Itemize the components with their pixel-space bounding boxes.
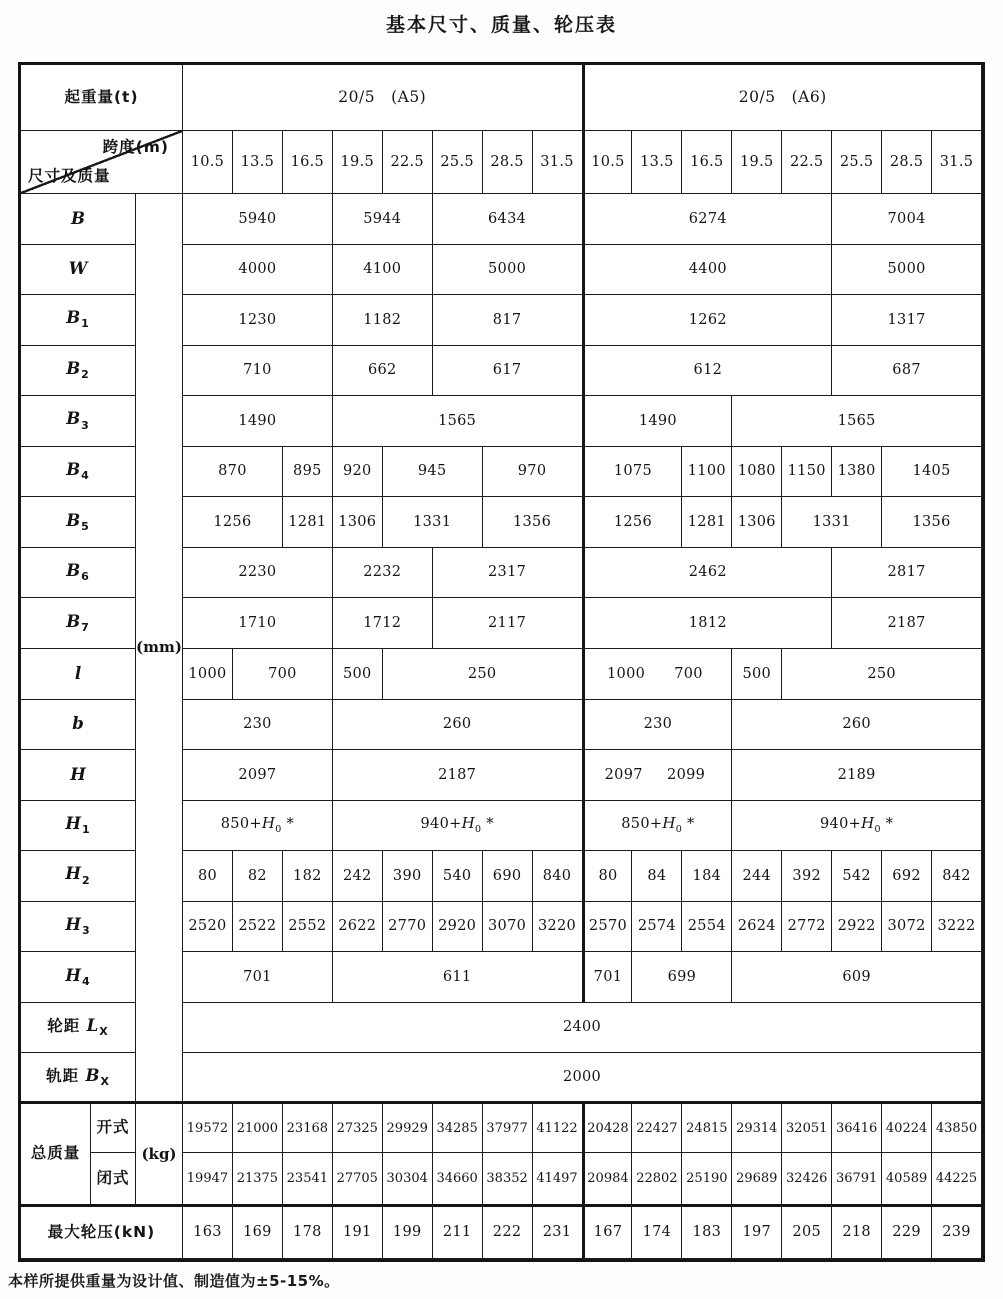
dim-cell: 2097 2099	[583, 750, 733, 801]
row-label: $B_5$	[21, 497, 136, 548]
page-title: 基本尺寸、质量、轮压表	[385, 14, 617, 36]
dim-cell: 2230	[183, 548, 333, 599]
dim-cell: 2462	[583, 548, 833, 599]
row-label: $B_3$	[21, 396, 136, 447]
dim-cell: $850+H_0$ *	[583, 801, 733, 852]
dim-cell: 1490	[583, 396, 733, 447]
wheel-load-cell: 239	[932, 1207, 982, 1259]
dim-cell: 692	[882, 851, 932, 902]
dim-cell: 1182	[333, 295, 433, 346]
mass-value-cell: 43850	[932, 1104, 982, 1153]
capacity-label-cell: 起重量(t)	[21, 65, 183, 131]
dim-cell: 2187	[832, 598, 982, 649]
dim-cell: 1331	[383, 497, 483, 548]
dim-cell: 260	[732, 700, 982, 751]
dim-cell: 945	[383, 447, 483, 498]
dim-cell: 817	[433, 295, 583, 346]
dim-cell: 1317	[832, 295, 982, 346]
dim-cell: 2232	[333, 548, 433, 599]
mass-value-cell: 36791	[832, 1153, 882, 1207]
dim-cell: 895	[283, 447, 333, 498]
dim-cell: 611	[333, 952, 583, 1003]
dim-cell: 500	[333, 649, 383, 700]
dim-cell: 2317	[433, 548, 583, 599]
dim-cell: 82	[233, 851, 283, 902]
dim-cell: 2554	[682, 902, 732, 953]
row-label: $B_4$	[21, 447, 136, 498]
dim-cell: 2117	[433, 598, 583, 649]
wheel-load-cell: 183	[682, 1207, 732, 1259]
dim-cell: 84	[632, 851, 682, 902]
dim-cell: 612	[583, 346, 833, 397]
dim-cell: 870	[183, 447, 283, 498]
dim-cell: 2187	[333, 750, 583, 801]
header-span-cell: 16.5	[283, 131, 333, 194]
dim-cell: 2770	[383, 902, 433, 953]
dim-cell: 2622	[333, 902, 383, 953]
row-label: H	[21, 750, 136, 801]
mass-value-cell: 23541	[283, 1153, 333, 1207]
dim-cell: 701	[583, 952, 633, 1003]
dim-cell: 617	[433, 346, 583, 397]
dim-cell: 700	[233, 649, 333, 700]
dim-cell: 4100	[333, 245, 433, 296]
wheel-load-cell: 199	[383, 1207, 433, 1259]
row-label: $B_2$	[21, 346, 136, 397]
dim-cell: $850+H_0$ *	[183, 801, 333, 852]
group-a6-cell: 20/5 (A6)	[583, 65, 983, 131]
wheel-load-cell: 229	[882, 1207, 932, 1259]
dim-cell: 242	[333, 851, 383, 902]
header-span-cell: 19.5	[333, 131, 383, 194]
dim-cell: 260	[333, 700, 583, 751]
dim-cell: 3072	[882, 902, 932, 953]
dim-cell: 1565	[333, 396, 583, 447]
dim-cell: 80	[183, 851, 233, 902]
header-span-cell: 25.5	[433, 131, 483, 194]
mass-value-cell: 21000	[233, 1104, 283, 1153]
dim-cell: 6274	[583, 194, 833, 245]
row-label: 轮距 $L_X$	[21, 1003, 136, 1054]
dim-cell: 1490	[183, 396, 333, 447]
mass-value-cell: 22802	[632, 1153, 682, 1207]
dim-cell: 1230	[183, 295, 333, 346]
dim-cell: 1565	[732, 396, 982, 447]
dim-cell: 1075	[583, 447, 683, 498]
unit-mm-cell: (mm)	[136, 194, 183, 1104]
mass-value-cell: 24815	[682, 1104, 732, 1153]
dim-cell: 2189	[732, 750, 982, 801]
diagonal-header-cell	[21, 131, 183, 194]
closed-type-label-cell: 闭式	[91, 1153, 136, 1207]
dim-cell: 1262	[583, 295, 833, 346]
dim-cell: 250	[782, 649, 982, 700]
dim-cell: 1306	[333, 497, 383, 548]
mass-value-cell: 30304	[383, 1153, 433, 1207]
mass-value-cell: 23168	[283, 1104, 333, 1153]
dim-cell: 1812	[583, 598, 833, 649]
wheel-load-label-cell: 最大轮压(kN)	[21, 1207, 183, 1259]
mass-value-cell: 19572	[183, 1104, 233, 1153]
group-a5-cell: 20/5 (A5)	[183, 65, 583, 131]
wheel-load-cell: 222	[483, 1207, 533, 1259]
mass-value-cell: 40224	[882, 1104, 932, 1153]
header-span-cell: 10.5	[583, 131, 633, 194]
wheel-load-cell: 178	[283, 1207, 333, 1259]
dim-cell: 3222	[932, 902, 982, 953]
dim-cell: 244	[732, 851, 782, 902]
dim-cell: 5000	[433, 245, 583, 296]
row-label: W	[21, 245, 136, 296]
dim-cell: 5944	[333, 194, 433, 245]
mass-value-cell: 27705	[333, 1153, 383, 1207]
header-span-cell: 31.5	[932, 131, 982, 194]
dim-cell: 687	[832, 346, 982, 397]
header-span-cell: 28.5	[882, 131, 932, 194]
mass-value-cell: 32051	[782, 1104, 832, 1153]
dim-cell: 701	[183, 952, 333, 1003]
dim-cell: 500	[732, 649, 782, 700]
wheel-load-cell: 197	[732, 1207, 782, 1259]
row-label: $B_7$	[21, 598, 136, 649]
footnote: 本样所提供重量为设计值、制造值为±5-15%。	[8, 1272, 340, 1290]
row-label: $H_2$	[21, 851, 136, 902]
row-label: $B_1$	[21, 295, 136, 346]
mass-value-cell: 29314	[732, 1104, 782, 1153]
dim-cell: 540	[433, 851, 483, 902]
mass-value-cell: 41122	[533, 1104, 583, 1153]
dim-cell: 2400	[183, 1003, 982, 1054]
mass-value-cell: 38352	[483, 1153, 533, 1207]
mass-value-cell: 44225	[932, 1153, 982, 1207]
dim-cell: 1712	[333, 598, 433, 649]
dim-cell: 662	[333, 346, 433, 397]
wheel-load-cell: 167	[583, 1207, 633, 1259]
wheel-load-cell: 211	[433, 1207, 483, 1259]
header-span-cell: 16.5	[682, 131, 732, 194]
dim-cell: 230	[583, 700, 733, 751]
mass-value-cell: 34660	[433, 1153, 483, 1207]
wheel-load-cell: 163	[183, 1207, 233, 1259]
dim-cell: 184	[682, 851, 732, 902]
dim-cell: 230	[183, 700, 333, 751]
dim-cell: 1306	[732, 497, 782, 548]
dim-cell: 1080	[732, 447, 782, 498]
row-label: l	[21, 649, 136, 700]
dim-cell: 1256	[583, 497, 683, 548]
dim-cell: 7004	[832, 194, 982, 245]
dim-cell: 2552	[283, 902, 333, 953]
dim-cell: 710	[183, 346, 333, 397]
dim-cell: 840	[533, 851, 583, 902]
mass-value-cell: 37977	[483, 1104, 533, 1153]
wheel-load-cell: 169	[233, 1207, 283, 1259]
wheel-load-cell: 231	[533, 1207, 583, 1259]
dim-cell: 2574	[632, 902, 682, 953]
dim-cell: 1256	[183, 497, 283, 548]
dim-cell: 5940	[183, 194, 333, 245]
dim-cell: 2817	[832, 548, 982, 599]
row-label: 轨距 $B_X$	[21, 1053, 136, 1104]
dim-cell: 1150	[782, 447, 832, 498]
dim-cell: 182	[283, 851, 333, 902]
dim-cell: 1356	[882, 497, 982, 548]
dim-cell: 690	[483, 851, 533, 902]
row-label: $H_1$	[21, 801, 136, 852]
dim-cell: 3070	[483, 902, 533, 953]
span-axis-label: 跨度(m)	[102, 138, 169, 156]
header-span-cell: 19.5	[732, 131, 782, 194]
dim-cell: 1100	[682, 447, 732, 498]
dim-cell: 2920	[433, 902, 483, 953]
dim-cell: 250	[383, 649, 583, 700]
dim-cell: 1281	[283, 497, 333, 548]
dim-cell: 1000 700	[583, 649, 733, 700]
dim-cell: 4400	[583, 245, 833, 296]
dim-cell: 4000	[183, 245, 333, 296]
mass-value-cell: 20984	[583, 1153, 633, 1207]
header-span-cell: 22.5	[782, 131, 832, 194]
header-span-cell: 13.5	[233, 131, 283, 194]
mass-value-cell: 22427	[632, 1104, 682, 1153]
header-span-cell: 31.5	[533, 131, 583, 194]
row-label: $B_6$	[21, 548, 136, 599]
dim-cell: 2922	[832, 902, 882, 953]
dim-cell: 542	[832, 851, 882, 902]
unit-kg-cell: (kg)	[136, 1104, 183, 1207]
dim-cell: 392	[782, 851, 832, 902]
mass-value-cell: 40589	[882, 1153, 932, 1207]
dim-cell: $940+H_0$ *	[732, 801, 982, 852]
dim-cell: $940+H_0$ *	[333, 801, 583, 852]
dim-cell: 2000	[183, 1053, 982, 1104]
mass-value-cell: 21375	[233, 1153, 283, 1207]
dim-cell: 2570	[583, 902, 633, 953]
header-span-cell: 13.5	[632, 131, 682, 194]
dim-cell: 2520	[183, 902, 233, 953]
dim-cell: 920	[333, 447, 383, 498]
dim-cell: 390	[383, 851, 433, 902]
dim-cell: 609	[732, 952, 982, 1003]
dim-cell: 2522	[233, 902, 283, 953]
mass-value-cell: 29929	[383, 1104, 433, 1153]
dim-cell: 699	[632, 952, 732, 1003]
dim-cell: 1000	[183, 649, 233, 700]
wheel-load-cell: 205	[782, 1207, 832, 1259]
row-label: $H_3$	[21, 902, 136, 953]
dim-cell: 3220	[533, 902, 583, 953]
dim-cell: 1710	[183, 598, 333, 649]
mass-value-cell: 34285	[433, 1104, 483, 1153]
mass-value-cell: 29689	[732, 1153, 782, 1207]
dim-cell: 2772	[782, 902, 832, 953]
open-type-label-cell: 开式	[91, 1104, 136, 1153]
mass-value-cell: 25190	[682, 1153, 732, 1207]
total-mass-label-cell: 总质量	[21, 1104, 91, 1207]
dim-cell: 2097	[183, 750, 333, 801]
mass-value-cell: 36416	[832, 1104, 882, 1153]
wheel-load-cell: 218	[832, 1207, 882, 1259]
header-span-cell: 22.5	[383, 131, 433, 194]
dim-cell: 970	[483, 447, 583, 498]
wheel-load-cell: 174	[632, 1207, 682, 1259]
row-label: $H_4$	[21, 952, 136, 1003]
mass-value-cell: 32426	[782, 1153, 832, 1207]
dim-cell: 6434	[433, 194, 583, 245]
dim-cell: 1380	[832, 447, 882, 498]
spec-table	[18, 62, 985, 1262]
mass-value-cell: 41497	[533, 1153, 583, 1207]
dim-cell: 1281	[682, 497, 732, 548]
dim-cell: 2624	[732, 902, 782, 953]
row-label: B	[21, 194, 136, 245]
header-span-cell: 28.5	[483, 131, 533, 194]
mass-value-cell: 19947	[183, 1153, 233, 1207]
dimension-axis-label: 尺寸及质量	[28, 166, 111, 185]
header-span-cell: 25.5	[832, 131, 882, 194]
dim-cell: 5000	[832, 245, 982, 296]
dim-cell: 80	[583, 851, 633, 902]
header-span-cell: 10.5	[183, 131, 233, 194]
dim-cell: 1331	[782, 497, 882, 548]
mass-value-cell: 20428	[583, 1104, 633, 1153]
dim-cell: 1405	[882, 447, 982, 498]
row-label: b	[21, 700, 136, 751]
dim-cell: 842	[932, 851, 982, 902]
dim-cell: 1356	[483, 497, 583, 548]
mass-value-cell: 27325	[333, 1104, 383, 1153]
wheel-load-cell: 191	[333, 1207, 383, 1259]
